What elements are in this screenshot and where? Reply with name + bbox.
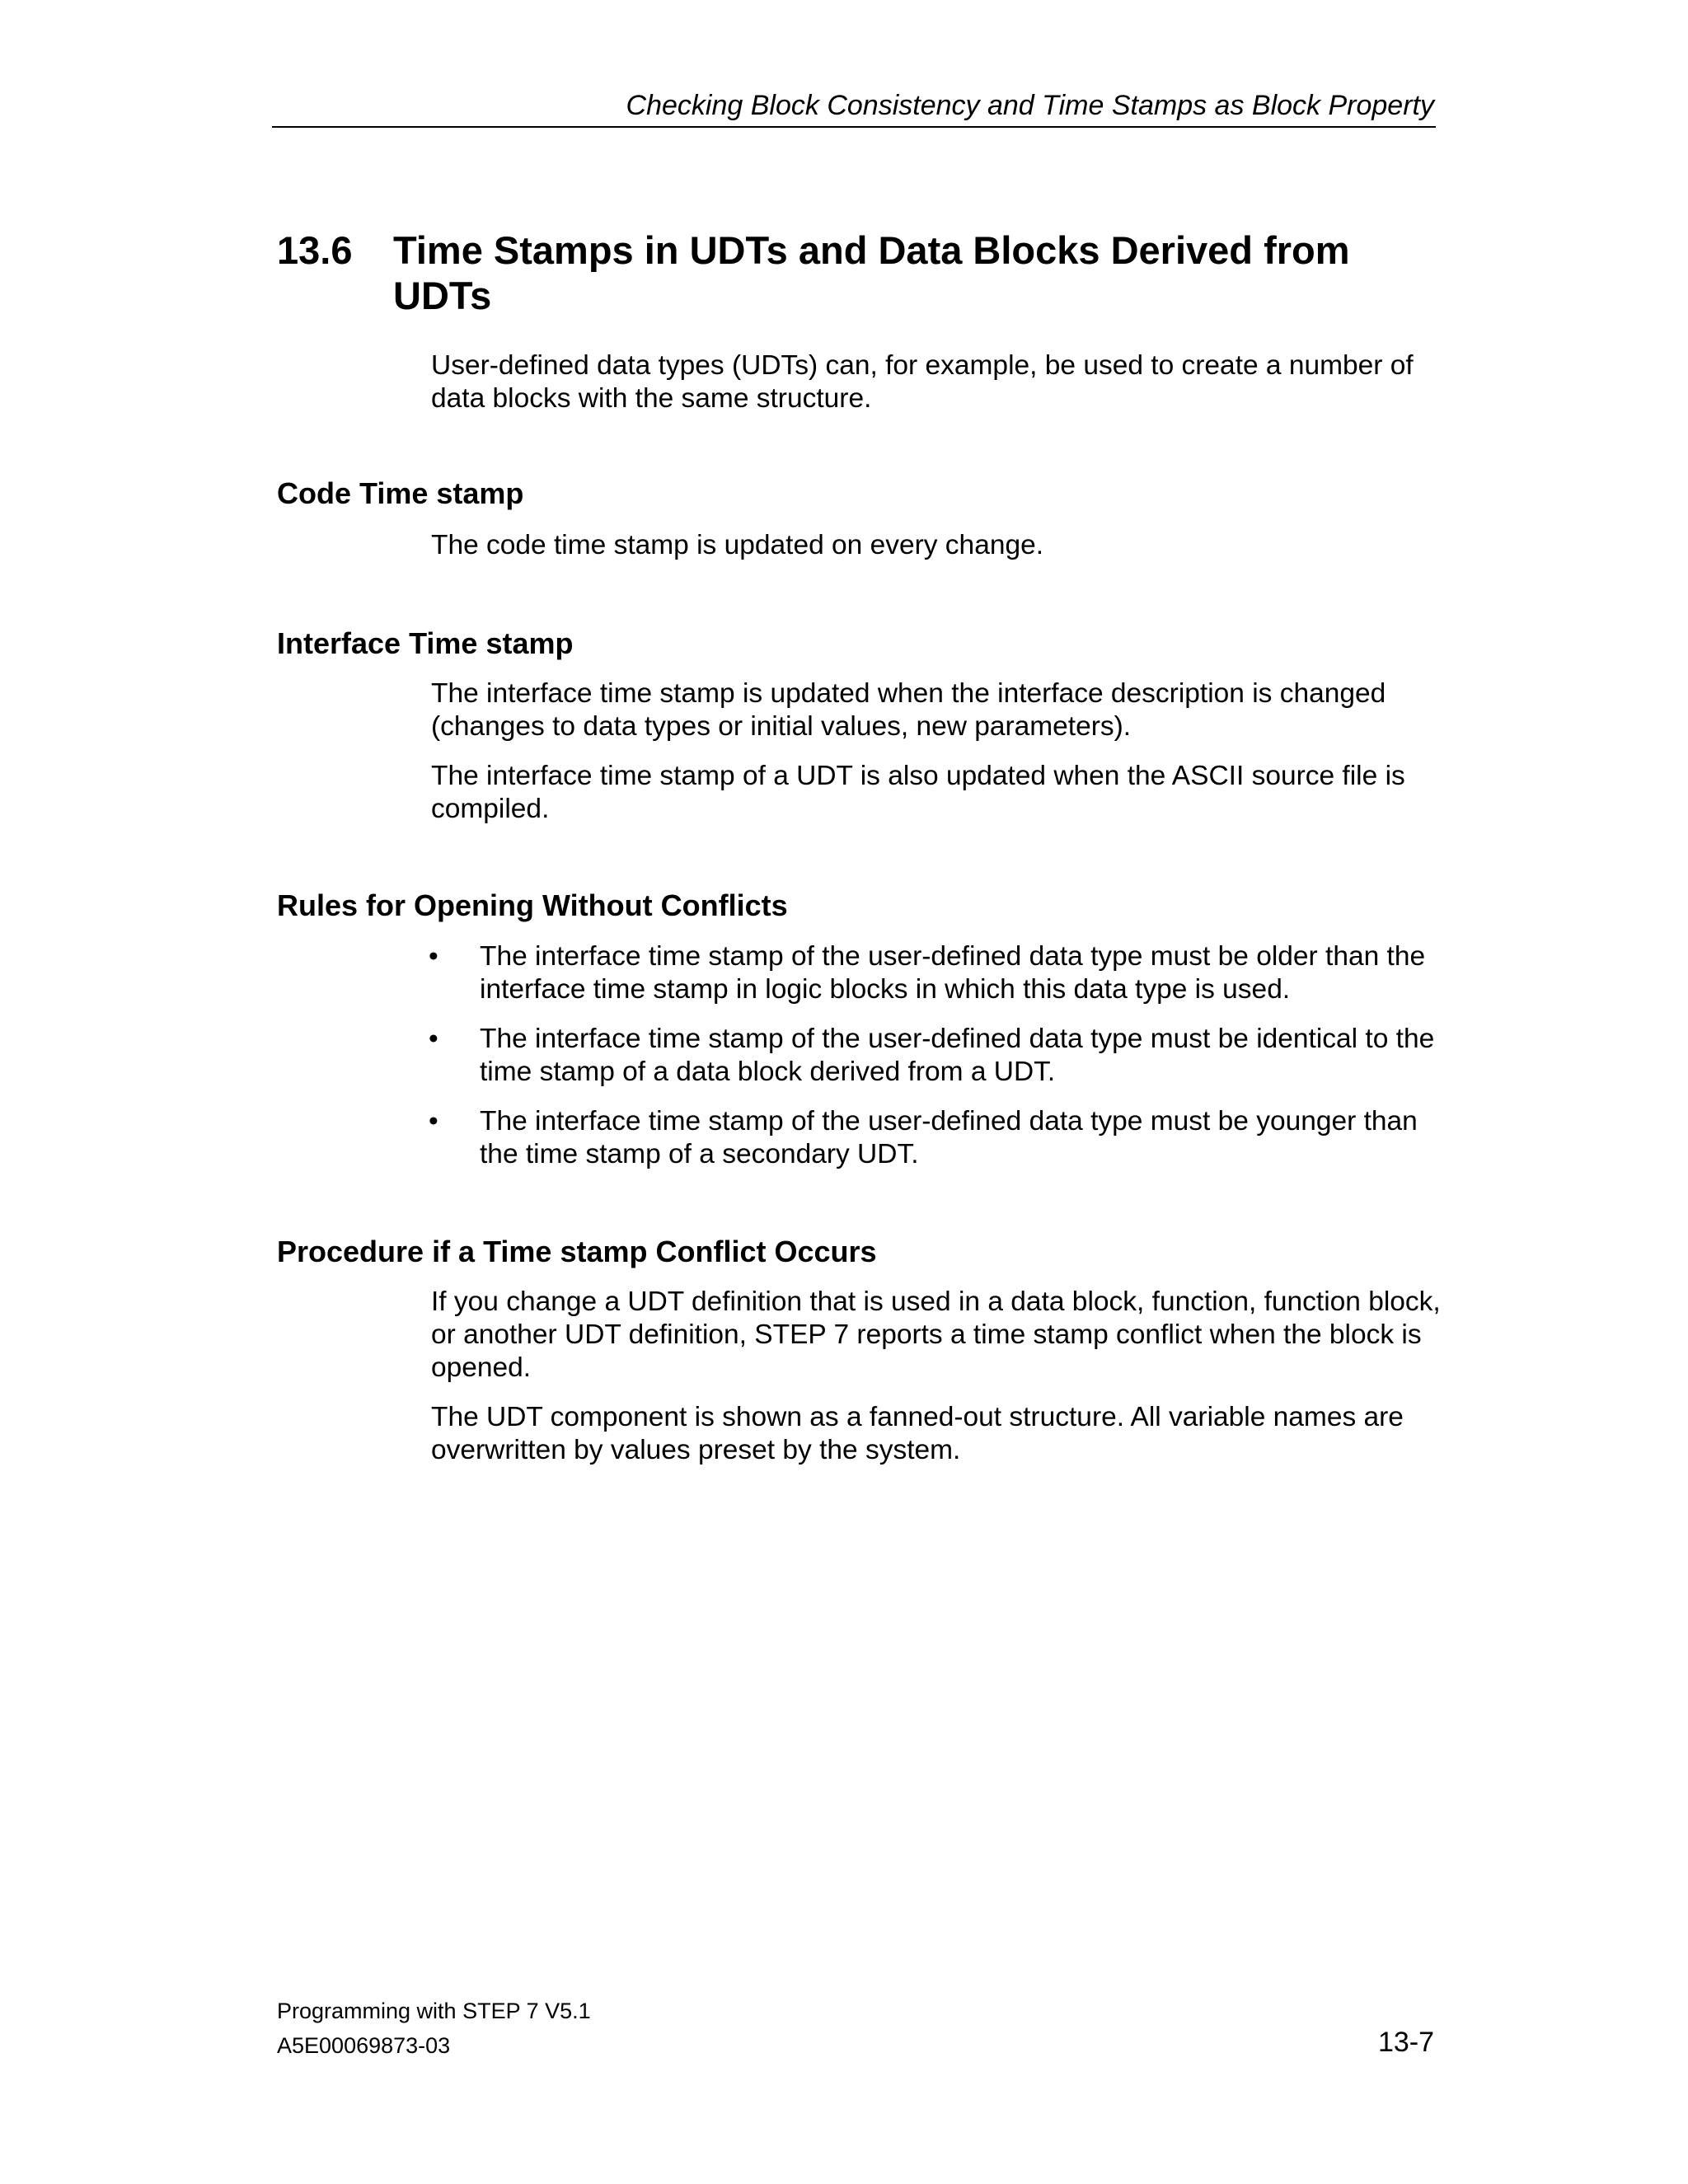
footer-manual-title: Programming with STEP 7 V5.1 (277, 1999, 591, 2023)
intro-paragraph: User-defined data types (UDTs) can, for example, be used to create a number of data blocks with the same structure. (431, 350, 1414, 414)
procedure-paragraph: The UDT component is shown as a fanned-out structure. All variable names are overwritten by values preset by the system. (431, 1402, 1404, 1465)
rules-list-item-text: The interface time stamp of the user-defined data type must be younger than the time stamp of a secondary UDT. (480, 1106, 1418, 1169)
bullet-icon: • (429, 1024, 438, 1054)
footer-order-number: A5E00069873-03 (277, 2033, 451, 2058)
code-time-stamp-text: The code time stamp is updated on every change. (431, 530, 1044, 560)
rules-list-item-text: The interface time stamp of the user-defined data type must be identical to the time stamp of a data block derived from a UDT. (480, 1024, 1435, 1087)
bullet-icon: • (429, 941, 438, 972)
bullet-icon: • (429, 1106, 438, 1137)
interface-time-stamp-heading: Interface Time stamp (277, 626, 574, 660)
running-header: Checking Block Consistency and Time Stamps as Block Property (626, 90, 1434, 121)
section-number: 13.6 (277, 228, 353, 272)
procedure-paragraph: If you change a UDT definition that is used in a data block, function, function block, or another UDT definition, STEP 7 reports a time stamp conflict when the block is opened. (431, 1286, 1441, 1383)
page-number: 13-7 (1377, 2027, 1434, 2058)
interface-time-stamp-paragraph: The interface time stamp is updated when the interface description is changed (changes to data types or initial values, new parameters). (431, 678, 1386, 742)
interface-time-stamp-paragraph: The interface time stamp of a UDT is also updated when the ASCII source file is compiled. (431, 761, 1405, 824)
rules-heading: Rules for Opening Without Conflicts (277, 888, 788, 922)
code-time-stamp-heading: Code Time stamp (277, 476, 524, 510)
procedure-heading: Procedure if a Time stamp Conflict Occurs (277, 1235, 877, 1268)
section-title: Time Stamps in UDTs and Data Blocks Derived from UDTs (393, 228, 1350, 317)
header-divider (272, 126, 1436, 128)
rules-list-item-text: The interface time stamp of the user-defined data type must be older than the interface time stamp in logic blocks in which this data type is used. (480, 941, 1426, 1005)
